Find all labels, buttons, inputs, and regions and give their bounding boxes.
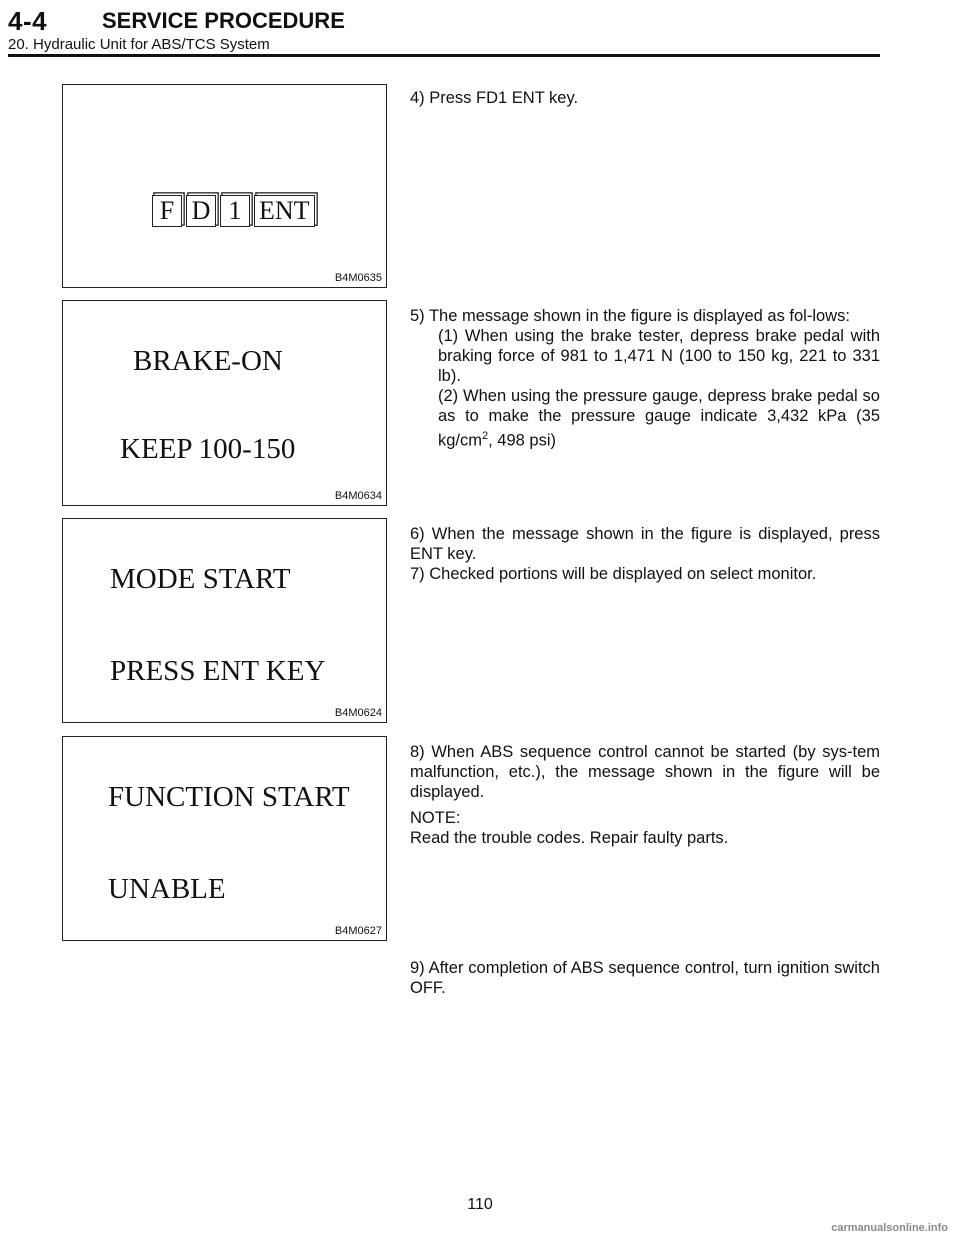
- figure-code: B4M0627: [334, 925, 382, 937]
- note-text: Read the trouble codes. Repair faulty parts.: [410, 829, 729, 847]
- page-number: 110: [467, 1196, 493, 1213]
- key-f: F: [152, 195, 182, 227]
- key-ent: ENT: [254, 195, 315, 227]
- figure-function-start-unable-display: [62, 736, 387, 941]
- key-d: D: [186, 195, 216, 227]
- display-line-1: MODE START: [110, 563, 291, 595]
- step-5: 5) The message shown in the figure is displayed as fol-lows:: [410, 307, 850, 325]
- step-9: 9) After completion of ABS sequence control, turn ignition switch OFF.: [410, 959, 880, 997]
- figure-mode-start-display: [62, 518, 387, 723]
- page-title: SERVICE PROCEDURE: [102, 8, 345, 33]
- step-5-sub-2: [410, 386, 880, 451]
- display-line-2: PRESS ENT KEY: [110, 655, 326, 687]
- figure-code: B4M0635: [334, 272, 382, 284]
- step-8-block: [410, 742, 880, 848]
- display-line-2: KEEP 100-150: [120, 433, 296, 465]
- key-1: 1: [220, 195, 250, 227]
- page-subtitle: 20. Hydraulic Unit for ABS/TCS System: [8, 36, 270, 53]
- figure-code: B4M0634: [334, 490, 382, 502]
- header-rule: [8, 54, 880, 57]
- step-6: 6) When the message shown in the figure is displayed, press ENT key.: [410, 525, 880, 563]
- figure-fd1-ent-keys: [62, 84, 387, 288]
- step-5-sub-2-text: (2) When using the pressure gauge, depress brake pedal so as to make the pressure gauge indicate 3,432 kPa (35 kg/cm: [438, 387, 880, 450]
- step-6-7-block: [410, 524, 880, 584]
- step-5-block: [410, 306, 880, 451]
- display-line-1: FUNCTION START: [108, 781, 350, 813]
- superscript: 2: [482, 430, 489, 442]
- note-label: NOTE:: [410, 809, 461, 827]
- step-4: 4) Press FD1 ENT key.: [410, 89, 579, 107]
- display-line-1: BRAKE-ON: [133, 345, 283, 377]
- step-5-sub-2-tail: , 498 psi): [488, 431, 557, 450]
- footer-watermark: carmanualsonline.info: [831, 1222, 948, 1234]
- key-sequence: [152, 195, 315, 227]
- step-8: 8) When ABS sequence control cannot be started (by sys-tem malfunction, etc.), the message shown in the figure will be displayed.: [410, 743, 880, 801]
- section-code: 4-4: [8, 6, 48, 36]
- figure-code: B4M0624: [334, 707, 382, 719]
- figure-brake-on-display: [62, 300, 387, 506]
- step-5-sub-1: (1) When using the brake tester, depress brake pedal with braking force of 981 to 1,471 N (100 to 150 kg, 221 to 331 lb).: [438, 327, 880, 385]
- display-line-2: UNABLE: [108, 873, 226, 905]
- step-7: 7) Checked portions will be displayed on select monitor.: [410, 565, 817, 583]
